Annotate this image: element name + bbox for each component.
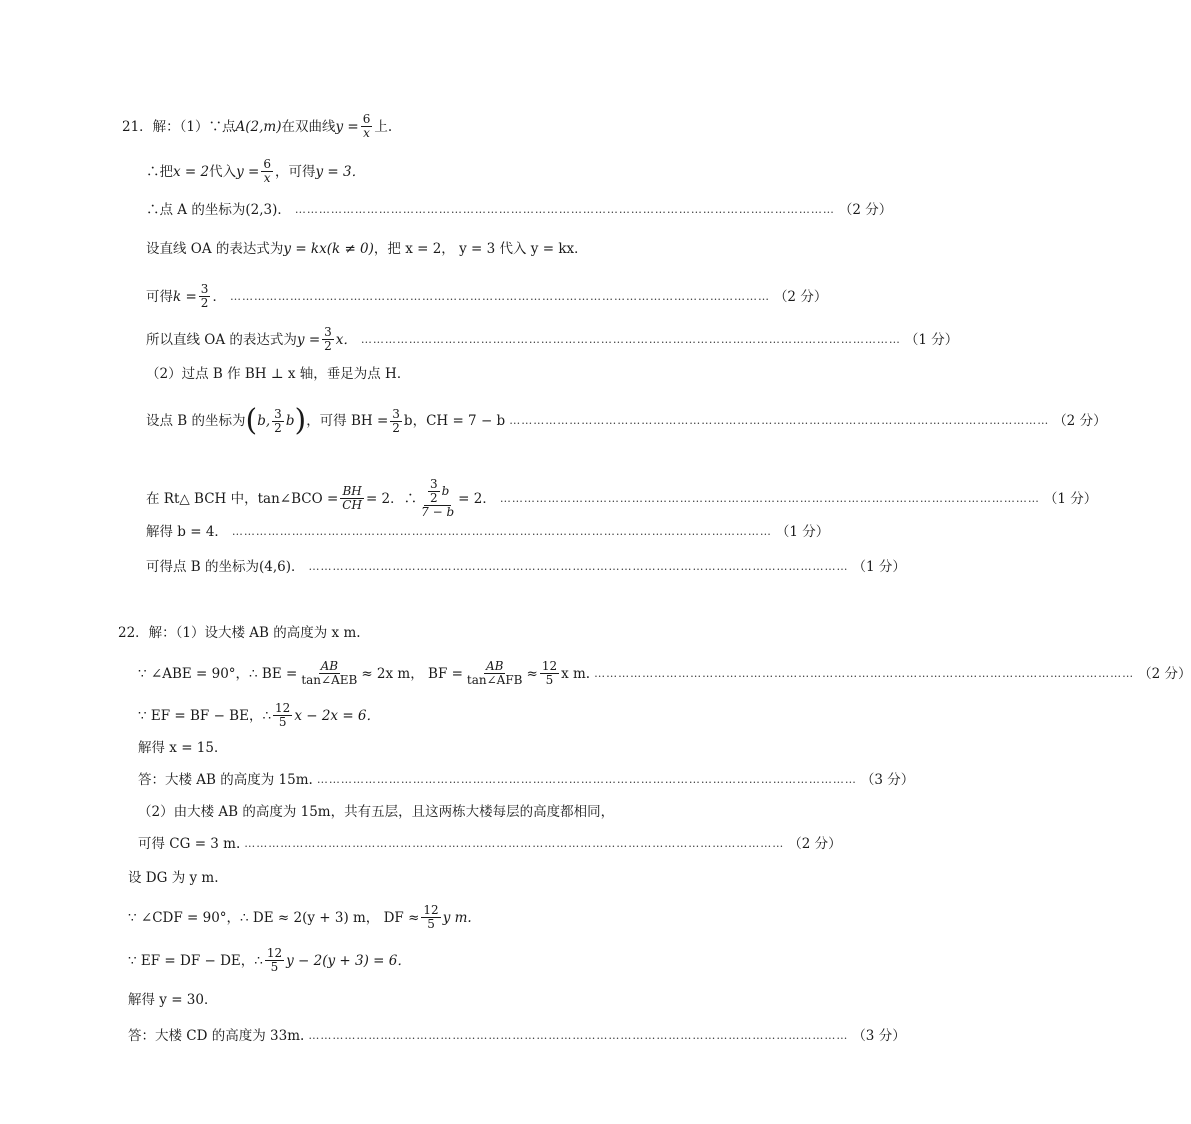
q22-l9-frac [421, 904, 440, 931]
frac-num: BH [342, 484, 362, 498]
q21-l2-frac [261, 158, 273, 185]
q22-line-3 [138, 702, 380, 729]
q21-l6-y: y = [296, 331, 321, 348]
q22-line-6 [138, 802, 614, 822]
q22-l2-frac [299, 660, 359, 687]
leader-dots: ……………………………………………………………………………………………………………………… [229, 289, 770, 303]
frac-num: 3 [324, 325, 332, 339]
frac-den: 5 [545, 673, 554, 687]
leader-dots: ……………………………………………………………………………………………………………………… [360, 332, 901, 346]
q21-l8-mid: ，可得 BH = [306, 413, 389, 429]
q22-l2-frac2 [465, 660, 525, 687]
inner-frac [428, 478, 440, 505]
frac-den: 2 [200, 296, 209, 310]
frac-den: tan∠AEB [301, 673, 358, 687]
paren-right: ) [294, 403, 307, 438]
score: （1 分） [852, 559, 906, 575]
frac-den: 5 [278, 715, 287, 729]
q21-l5-tail: ． [212, 288, 226, 305]
inner-b: b [441, 484, 450, 498]
q22-line-11 [128, 990, 218, 1010]
q21-line-4 [146, 239, 588, 259]
score: （2 分） [1138, 665, 1191, 682]
score: （1 分） [1043, 490, 1098, 507]
q21-l2-y: y = [236, 163, 260, 180]
q21-l5-text: 可得 [146, 288, 173, 305]
q21-line-10 [146, 522, 830, 542]
q22-line-12 [128, 1026, 906, 1046]
q21-l9-tail: = 2． [458, 490, 496, 507]
q21-line-8 [146, 403, 1107, 438]
q21-l4-expr: y = kx(k ≠ 0) [283, 241, 374, 257]
q22-line-10 [128, 947, 411, 974]
frac-num: 6 [263, 157, 271, 171]
q21-l7-text: （2）过点 B 作 BH ⊥ x 轴，垂足为点 H． [146, 366, 411, 382]
frac-num: AB [485, 659, 504, 673]
q21-l10-text: 解得 b = 4． [146, 524, 228, 540]
frac-num: 12 [266, 946, 283, 960]
frac-num: 12 [423, 903, 439, 917]
q21-l9-complex-frac [419, 478, 456, 519]
q22-l1-text: 22．解：（1）设大楼 AB 的高度为 x m. [118, 625, 361, 641]
q21-l2-mid: 代入 [209, 163, 237, 180]
frac-den: 2 [324, 339, 332, 353]
q22-l2-frac3 [540, 660, 559, 687]
frac-num: 12 [275, 701, 291, 715]
q22-l7-text: 可得 CG = 3 m. [138, 836, 241, 852]
frac-num: 3 [429, 477, 438, 491]
frac-den: CH [342, 498, 362, 512]
q21-line-1 [122, 113, 392, 140]
frac-num: 3 [392, 406, 400, 421]
score: （2 分） [788, 836, 842, 852]
frac-num: 3 [200, 282, 209, 296]
q21-l1-tail: 上. [374, 118, 393, 135]
q22-l2-mid: ≈ 2x m， BF = [361, 665, 463, 682]
q21-l5-k: k = [173, 288, 197, 305]
q21-line-9 [146, 477, 1098, 519]
frac-den: 5 [270, 960, 279, 974]
q21-l1-mid: 在双曲线 [281, 118, 336, 135]
frac-den: 5 [427, 917, 435, 931]
q22-l10-pre: ∵ EF = DF − DE，∴ [128, 952, 263, 969]
q21-l11-text: 可得点 B 的坐标为 [146, 559, 260, 575]
q22-line-7 [138, 834, 842, 854]
frac-den: x [363, 126, 370, 140]
score: （3 分） [860, 772, 915, 788]
q21-l11-coord: (4,6)． [259, 559, 305, 575]
q21-l4-text: 设直线 OA 的表达式为 [146, 241, 284, 257]
q22-l5-text: 答：大楼 AB 的高度为 15m. [138, 772, 313, 788]
q21-l1-head: 21．解：（1）∵点 [122, 118, 236, 135]
q21-l1-expr: A(2,m) [235, 118, 282, 135]
score: （2 分） [773, 288, 828, 305]
leader-dots: ……………………………………………………………………………………………………………………… [308, 560, 849, 573]
q22-l3-pre: ∵ EF = BF − BE，∴ [138, 707, 272, 724]
frac-den: 7 − b [421, 505, 455, 519]
q21-line-6 [146, 325, 959, 353]
q22-line-9 [128, 904, 472, 931]
frac-den: 2 [392, 420, 400, 435]
q22-line-4 [138, 738, 227, 758]
q21-l2-pre: ∴把 [146, 163, 173, 180]
q21-l8-bb: b [285, 413, 295, 429]
q21-line-7 [146, 364, 410, 384]
q21-l1-y: y = [335, 118, 359, 135]
q22-l8-text: 设 DG 为 y m. [128, 870, 219, 886]
q21-l9-frac [340, 485, 364, 512]
frac-den: 2 [274, 420, 282, 435]
q21-line-5 [146, 282, 828, 310]
complex-num [424, 478, 451, 506]
q22-l3-frac [273, 702, 292, 729]
q21-l5-frac [199, 283, 211, 310]
frac-num: 3 [274, 406, 282, 421]
q21-l3-coord: (2,3)． [245, 202, 291, 218]
paren-left: ( [245, 403, 258, 438]
score: （3 分） [852, 1028, 906, 1044]
q22-line-5 [138, 770, 915, 790]
q21-line-11 [146, 557, 906, 577]
q21-l6-tail: x． [335, 331, 357, 348]
q22-l6-text: （2）由大楼 AB 的高度为 15m，共有五层，且这两栋大楼每层的高度都相同， [138, 804, 615, 820]
leader-dots: ……………………………………………………………………………………………………………………… [316, 773, 857, 786]
q21-l6-frac [322, 326, 334, 353]
q21-l6-text: 所以直线 OA 的表达式为 [146, 331, 297, 348]
score: （1 分） [775, 524, 830, 540]
q22-l12-text: 答：大楼 CD 的高度为 33m. [128, 1028, 305, 1044]
q21-l1-frac [361, 113, 373, 140]
leader-dots: ……………………………………………………………………………………………………………………… [231, 525, 772, 538]
q22-l10-frac [265, 947, 284, 974]
q21-l8-tail: b，CH = 7 − b [403, 413, 506, 429]
leader-dots: ……………………………………………………………………………………………………………………… [499, 491, 1040, 505]
q22-line-8 [128, 868, 219, 888]
q21-l3-text: ∴点 A 的坐标为 [146, 202, 246, 218]
q22-l11-text: 解得 y = 30． [128, 992, 218, 1008]
q21-l8-text: 设点 B 的坐标为 [146, 413, 246, 429]
q21-l8-b: b, [257, 413, 271, 429]
q21-l2-tail: ，可得 [274, 163, 316, 180]
frac-den: tan∠AFB [466, 673, 523, 687]
q22-l9-pre: ∵ ∠CDF = 90°，∴ DE ≈ 2(y + 3) m， DF ≈ [128, 909, 420, 926]
frac-den: 2 [429, 491, 438, 505]
score: （2 分） [1053, 413, 1107, 429]
frac-num: AB [320, 659, 339, 673]
q22-line-1 [118, 623, 361, 643]
q21-l9-mid: = 2．∴ [365, 490, 418, 507]
q21-l2-eq: x = 2 [173, 163, 210, 180]
score: （1 分） [904, 331, 959, 348]
q21-l2-res: y = 3． [315, 163, 366, 180]
q21-l9-text: 在 Rt△ BCH 中，tan∠BCO = [146, 490, 339, 507]
leader-dots: ……………………………………………………………………………………………………………………… [294, 203, 835, 216]
q22-l2-mid2: ≈ [526, 665, 538, 682]
score: （2 分） [838, 202, 893, 218]
q21-line-3 [146, 200, 893, 220]
q22-l2-tail: x m. [561, 665, 591, 682]
q22-l9-tail: y m. [442, 909, 472, 926]
q21-l4-tail: ，把 x = 2， y = 3 代入 y = kx． [373, 241, 588, 257]
leader-dots: ……………………………………………………………………………………………………………………… [308, 1029, 849, 1042]
q21-line-2 [146, 158, 365, 185]
frac-num: 6 [362, 112, 371, 126]
q21-l8-frac [272, 408, 284, 435]
leader-dots: ……………………………………………………………………………………………………………………… [244, 837, 785, 850]
frac-den: x [263, 171, 271, 185]
q22-l3-tail: x − 2x = 6． [294, 707, 381, 724]
leader-dots: ……………………………………………………………………………………………………………………… [509, 414, 1050, 427]
q22-line-2 [138, 659, 1191, 687]
q22-l2-pre: ∵ ∠ABE = 90°，∴ BE = [138, 665, 298, 682]
q22-l4-text: 解得 x = 15． [138, 740, 228, 756]
q22-l10-tail: y − 2(y + 3) = 6． [286, 952, 411, 969]
frac-num: 12 [541, 659, 558, 673]
q21-l8-frac2 [390, 408, 402, 435]
leader-dots: ……………………………………………………………………………………………………………………… [594, 666, 1135, 680]
